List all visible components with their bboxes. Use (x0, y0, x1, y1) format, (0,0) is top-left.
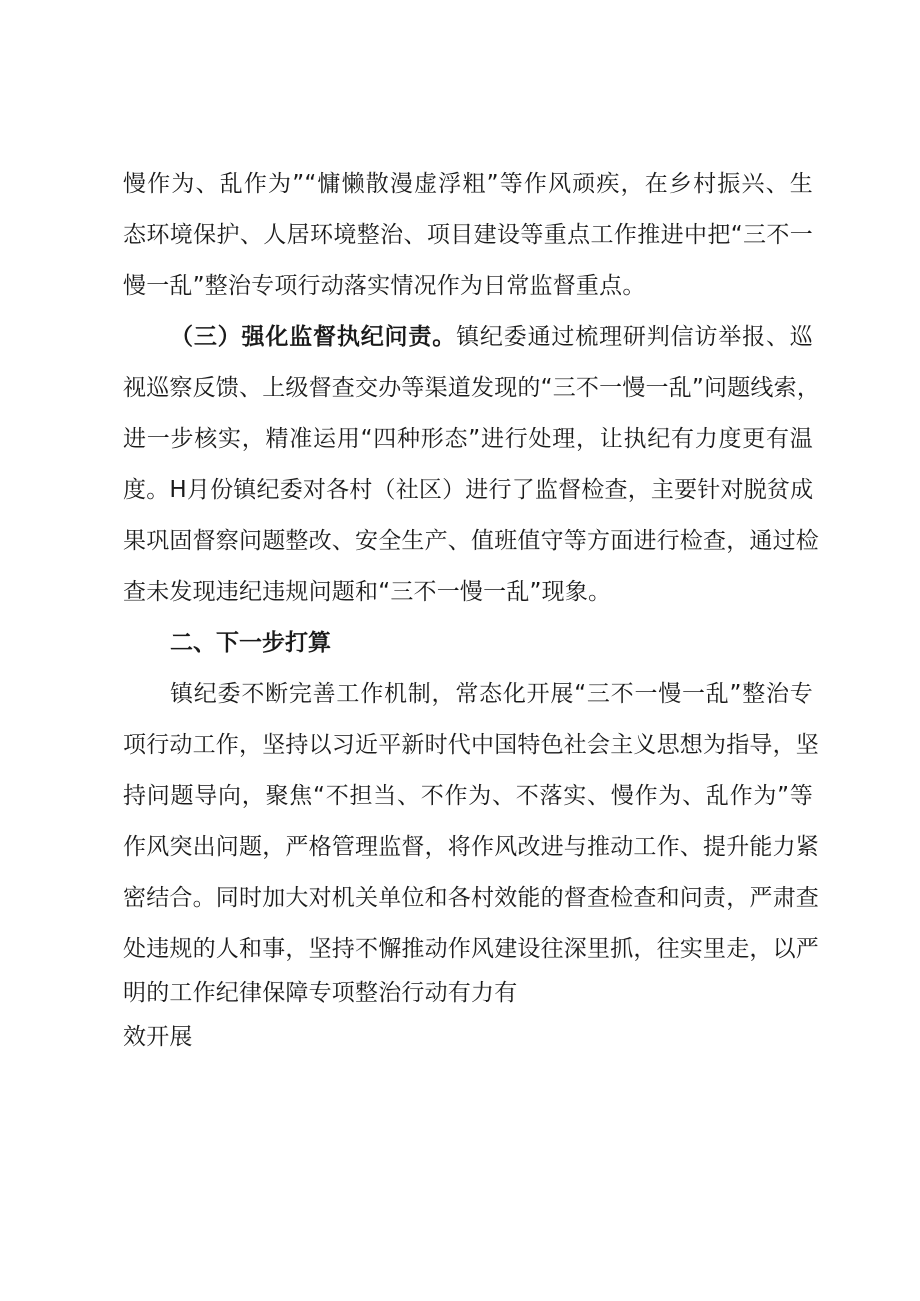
paragraph-3-line-6: 处违规的人和事，坚持不懈推动作风建设往深里抓，往实里走，以严 (123, 936, 819, 962)
paragraph-2-bold-lead: （三）强化监督执纪问责。 (170, 324, 457, 350)
paragraph-2-line-6: 查未发现违纪违规问题和“三不一慢一乱”现象。 (123, 579, 612, 605)
paragraph-3-line-2: 项行动工作，坚持以习近平新时代中国特色社会主义思想为指导，坚 (123, 732, 819, 758)
section-heading: 二、下一步打算 (170, 630, 331, 656)
paragraph-3-line-8: 效开展 (123, 1024, 193, 1050)
paragraph-2-line-2: 视巡察反馈、上级督查交办等渠道发现的“三不一慢一乱”问题线索， (123, 375, 821, 401)
paragraph-1-line-3: 慢一乱”整治专项行动落实情况作为日常监督重点。 (123, 273, 646, 299)
paragraph-3-line-4: 作风突出问题，严格管理监督，将作风改进与推动工作、提升能力紧 (123, 834, 819, 860)
paragraph-3-line-1: 镇纪委不断完善工作机制，常态化开展“三不一慢一乱”整治专 (170, 681, 813, 707)
paragraph-2-line-1-rest: 镇纪委通过梳理研判信访举报、巡 (456, 324, 813, 350)
paragraph-2-line-5: 果巩固督察问题整改、安全生产、值班值守等方面进行检查，通过检 (123, 528, 819, 554)
paragraph-1-line-1: 慢作为、乱作为”“慵懒散漫虚浮粗”等作风顽疾，在乡村振兴、生 (123, 171, 813, 197)
paragraph-3-line-5: 密结合。同时加大对机关单位和各村效能的督查检查和问责，严肃查 (123, 885, 819, 911)
paragraph-1-line-2: 态环境保护、人居环境整治、项目建设等重点工作推进中把“三不一 (123, 222, 813, 248)
paragraph-2-line-1 (170, 322, 813, 352)
paragraph-2-line-4: 度。H月份镇纪委对各村（社区）进行了监督检查，主要针对脱贫成 (123, 477, 814, 503)
paragraph-3-line-7: 明的工作纪律保障专项整治行动有力有 (123, 980, 518, 1006)
paragraph-3-line-3: 持问题导向，聚焦“不担当、不作为、不落实、慢作为、乱作为”等 (123, 783, 813, 809)
paragraph-2-line-3: 进一步核实，精准运用“四种形态”进行处理，让执纪有力度更有温 (123, 426, 813, 452)
